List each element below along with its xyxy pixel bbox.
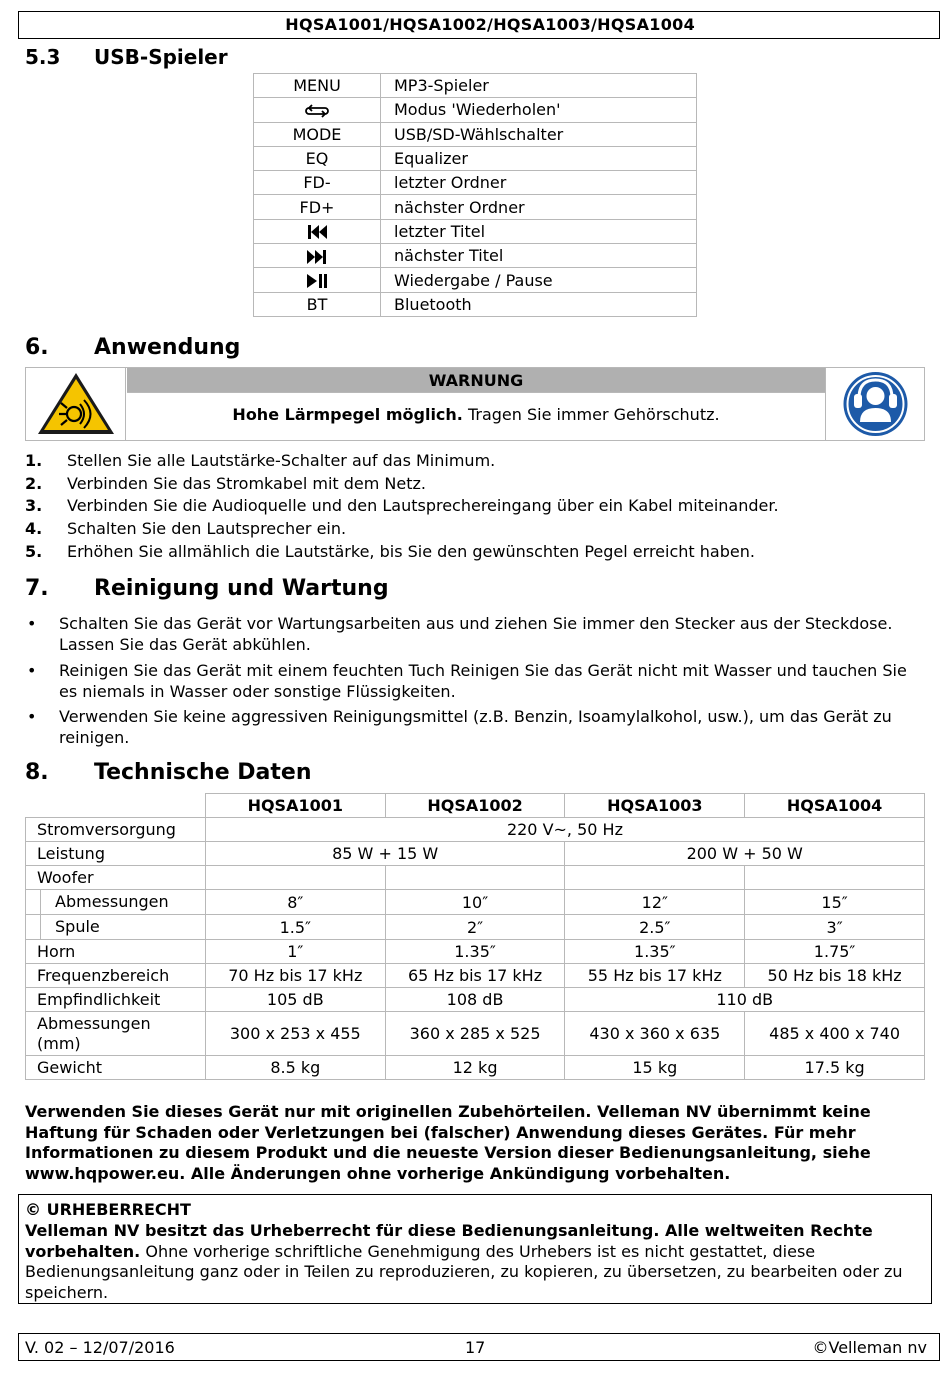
step-text: Verbinden Sie die Audioquelle und den Lautsprechereingang über ein Kabel miteinander.: [67, 496, 779, 516]
table-cell: 1.5″: [205, 915, 385, 940]
table-cell: 485 x 400 x 740: [745, 1012, 925, 1056]
row-label: Frequenzbereich: [26, 964, 206, 988]
table-cell: [745, 866, 925, 890]
table-cell: 2.5″: [565, 915, 745, 940]
table-cell: 2″: [385, 915, 565, 940]
table-row: [26, 1056, 925, 1080]
step-number: 2.: [25, 473, 43, 493]
copyright-plain-text: Ohne vorherige schriftliche Genehmigung des Urhebers ist es nicht gestattet, diese Bedienungsanleitung ganz oder in Teilen zu reproduzieren, zu kopieren, zu übersetzen, zu bearbeiten oder zu speichern.: [25, 1241, 903, 1303]
list-item: [25, 519, 925, 542]
row-label-line: (mm): [37, 1033, 81, 1053]
page-number: 17: [465, 1338, 486, 1357]
control-key: [254, 244, 381, 268]
table-cell: 8″: [205, 890, 385, 915]
list-item: [25, 496, 925, 519]
section-heading-8: [25, 760, 525, 788]
table-cell: 300 x 253 x 455: [205, 1012, 385, 1056]
table-row: [254, 195, 697, 219]
control-key: EQ: [254, 146, 381, 170]
table-cell: 110 dB: [565, 988, 925, 1012]
section-number: 8.: [25, 760, 49, 785]
row-label: Woofer: [26, 866, 206, 890]
table-row: [26, 940, 925, 964]
bullet-text: Verwenden Sie keine aggressiven Reinigungsmittel (z.B. Benzin, Isoamylalkohol, usw.), um das Gerät zu reinigen.: [59, 707, 892, 747]
instruction-steps: [25, 451, 925, 564]
previous-track-icon: [306, 222, 328, 241]
step-text: Stellen Sie alle Lautstärke-Schalter auf das Minimum.: [67, 451, 496, 470]
control-function: USB/SD-Wählschalter: [381, 122, 697, 146]
control-function: Equalizer: [381, 146, 697, 170]
section-title: Technische Daten: [94, 760, 312, 785]
control-key: MENU: [254, 74, 381, 98]
step-text: Schalten Sie den Lautsprecher ein.: [67, 519, 347, 539]
section-number: 7.: [25, 576, 49, 601]
copyright-box: [18, 1194, 932, 1304]
table-cell: 15 kg: [565, 1056, 745, 1080]
control-key: FD+: [254, 195, 381, 219]
control-key: [254, 98, 381, 122]
section-heading-6: [25, 335, 425, 363]
ear-protection-icon: [826, 368, 925, 440]
warning-heading: WARNUNG: [127, 368, 825, 393]
table-cell: [205, 866, 385, 890]
bullet-text: Schalten Sie das Gerät vor Wartungsarbeiten aus und ziehen Sie immer den Stecker aus der Steckdose. Lassen Sie das Gerät abkühlen.: [59, 614, 893, 654]
table-header-row: [26, 794, 925, 818]
control-function: Wiedergabe / Pause: [381, 268, 697, 292]
table-cell: [385, 866, 565, 890]
repeat-icon: [304, 100, 330, 119]
row-label: Horn: [26, 940, 206, 964]
row-label: [26, 915, 206, 940]
table-row: [254, 268, 697, 292]
table-row: [26, 915, 925, 940]
table-row: [26, 964, 925, 988]
ear-protection-cell: [825, 368, 924, 440]
row-label-line: Abmessungen: [37, 1013, 151, 1033]
section-title: Reinigung und Wartung: [94, 576, 389, 601]
table-cell: 360 x 285 x 525: [385, 1012, 565, 1056]
model-header: HQSA1002: [385, 794, 565, 818]
table-corner: [26, 794, 206, 818]
table-row: [254, 146, 697, 170]
footer-brand: ©Velleman nv: [812, 1338, 927, 1357]
list-item: [25, 706, 925, 748]
control-function: MP3-Spieler: [381, 74, 697, 98]
step-number: 3.: [25, 496, 43, 516]
control-function: Bluetooth: [381, 292, 697, 316]
table-cell: 1.35″: [565, 940, 745, 964]
table-cell: 55 Hz bis 17 kHz: [565, 964, 745, 988]
version-date: V. 02 – 12/07/2016: [25, 1338, 175, 1357]
table-row: [26, 1012, 925, 1056]
table-row: [254, 74, 697, 98]
usb-controls-table: [253, 73, 697, 317]
model-header: HQSA1003: [565, 794, 745, 818]
warning-plain-text: Tragen Sie immer Gehörschutz.: [462, 405, 720, 424]
control-key: [254, 219, 381, 243]
section-heading-5-3: [25, 45, 325, 71]
row-label: Empfindlichkeit: [26, 988, 206, 1012]
technical-data-table: [25, 793, 925, 1080]
table-cell: 3″: [745, 915, 925, 940]
step-text: Erhöhen Sie allmählich die Lautstärke, bis Sie den gewünschten Pegel erreicht haben.: [67, 541, 755, 561]
table-cell: 17.5 kg: [745, 1056, 925, 1080]
bullet-text: Reinigen Sie das Gerät mit einem feuchten Tuch Reinigen Sie das Gerät nicht mit Wasser und tauchen Sie es niemals in Wasser oder sonstige Flüssigkeiten.: [59, 660, 907, 701]
table-row: [26, 842, 925, 866]
section-heading-7: [25, 576, 525, 604]
list-item: [25, 660, 925, 702]
section-title: Anwendung: [94, 335, 241, 360]
control-function: letzter Titel: [381, 219, 697, 243]
next-track-icon: [306, 246, 328, 265]
control-function: nächster Titel: [381, 244, 697, 268]
copyright-bold-text: Velleman NV besitzt das Urheberrecht für diese Bedienungsanleitung. Alle weltweiten Rechte vorbehalten.: [25, 1220, 873, 1261]
model-header: HQSA1001: [205, 794, 385, 818]
row-label: Stromversorgung: [26, 818, 206, 842]
step-number: 4.: [25, 519, 43, 539]
step-text: Verbinden Sie das Stromkabel mit dem Netz.: [67, 473, 426, 493]
row-label-text: Spule: [40, 915, 100, 939]
list-item: [25, 451, 925, 474]
warning-sign-cell: [26, 368, 126, 440]
control-key: [254, 268, 381, 292]
bullet-icon: •: [27, 707, 37, 726]
row-label-text: Abmessungen: [40, 890, 169, 914]
table-cell: 10″: [385, 890, 565, 915]
table-cell: 85 W + 15 W: [205, 842, 565, 866]
control-key: BT: [254, 292, 381, 316]
document-id: HQSA1001/HQSA1002/HQSA1003/HQSA1004: [285, 15, 695, 34]
noise-warning-icon: [26, 368, 126, 440]
row-label: Leistung: [26, 842, 206, 866]
table-row: [254, 244, 697, 268]
list-item: [25, 613, 925, 655]
control-key: FD-: [254, 171, 381, 195]
table-cell: 1.75″: [745, 940, 925, 964]
row-label: [26, 890, 206, 915]
table-cell: 50 Hz bis 18 kHz: [745, 964, 925, 988]
step-number: 1.: [25, 451, 43, 470]
control-key: MODE: [254, 122, 381, 146]
table-cell: 8.5 kg: [205, 1056, 385, 1080]
bullet-icon: •: [27, 614, 37, 633]
control-function: Modus 'Wiederholen': [381, 98, 697, 122]
table-cell: 12″: [565, 890, 745, 915]
warning-box: [25, 367, 925, 441]
play-pause-icon: [306, 271, 328, 290]
table-row: [254, 292, 697, 316]
table-cell: 15″: [745, 890, 925, 915]
warning-text: [127, 405, 825, 424]
page-footer: [18, 1333, 940, 1361]
warning-bold-text: Hohe Lärmpegel möglich.: [232, 405, 463, 424]
row-label: [26, 1012, 206, 1056]
table-cell: 430 x 360 x 635: [565, 1012, 745, 1056]
copyright-heading: © URHEBERRECHT: [25, 1200, 191, 1219]
control-function: nächster Ordner: [381, 195, 697, 219]
section-title: USB-Spieler: [94, 45, 228, 69]
table-cell: 105 dB: [205, 988, 385, 1012]
table-cell: [565, 866, 745, 890]
section-number: 5.3: [25, 45, 61, 69]
table-cell: 1″: [205, 940, 385, 964]
list-item: [25, 474, 925, 497]
table-row: [254, 122, 697, 146]
step-number: 5.: [25, 541, 43, 561]
table-row: [254, 171, 697, 195]
table-row: [26, 866, 925, 890]
table-row: [254, 219, 697, 243]
maintenance-list: [25, 613, 925, 753]
table-cell: 12 kg: [385, 1056, 565, 1080]
copyright-text: [25, 1221, 931, 1304]
table-row: [26, 818, 925, 842]
table-cell: 108 dB: [385, 988, 565, 1012]
section-number: 6.: [25, 335, 49, 360]
table-cell: 65 Hz bis 17 kHz: [385, 964, 565, 988]
bullet-icon: •: [27, 660, 37, 680]
table-row: [26, 988, 925, 1012]
model-header: HQSA1004: [745, 794, 925, 818]
control-function: letzter Ordner: [381, 171, 697, 195]
table-row: [26, 890, 925, 915]
table-cell: 200 W + 50 W: [565, 842, 925, 866]
table-cell: 220 V~, 50 Hz: [205, 818, 924, 842]
table-cell: 70 Hz bis 17 kHz: [205, 964, 385, 988]
disclaimer: Verwenden Sie dieses Gerät nur mit originellen Zubehörteilen. Velleman NV übernimmt keine Haftung für Schaden oder Verletzungen bei (falscher) Anwendung dieses Gerätes. Für mehr Informationen zu diesem Produkt und die neueste Version dieser Bedienungsanleitung, siehe www.hqpower.eu. Alle Änderungen ohne vorherige Ankündigung vorbehalten.: [25, 1102, 871, 1184]
page-header: [18, 11, 940, 39]
row-label: Gewicht: [26, 1056, 206, 1080]
table-cell: 1.35″: [385, 940, 565, 964]
table-row: [254, 98, 697, 122]
list-item: [25, 542, 925, 565]
